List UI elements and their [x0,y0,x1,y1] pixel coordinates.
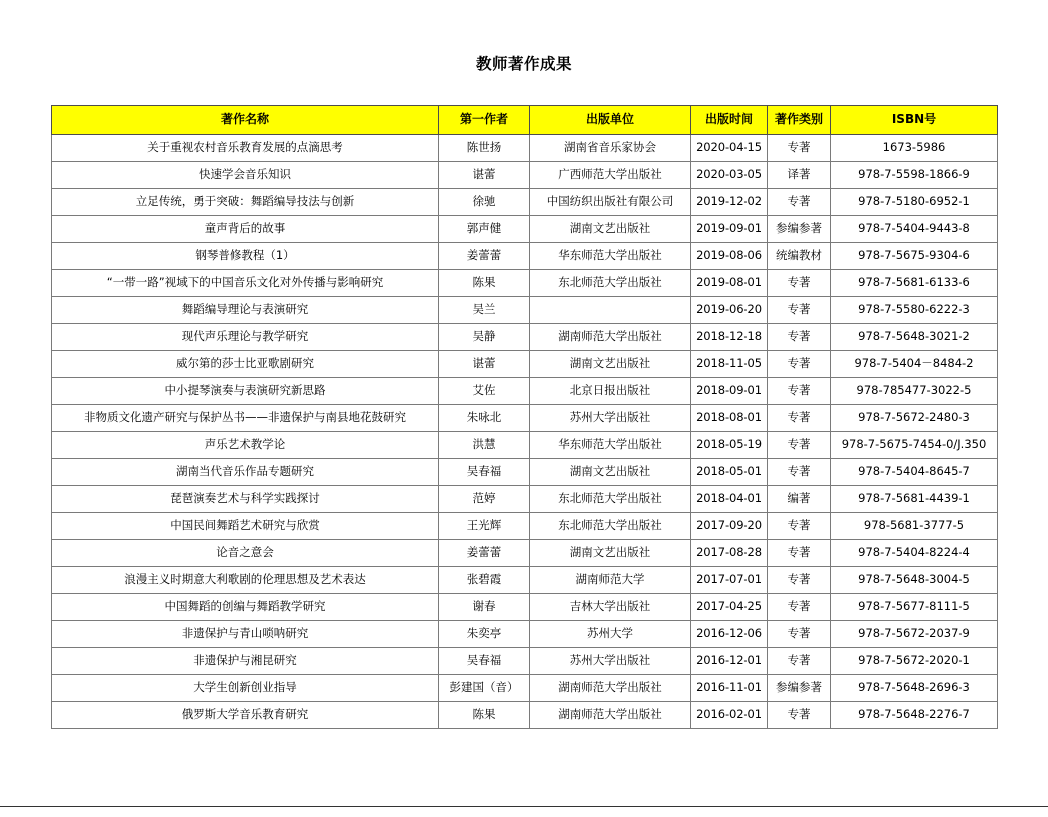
cell-title: 立足传统，勇于突破：舞蹈编导技法与创新 [52,189,439,216]
cell-title: “一带一路”视域下的中国音乐文化对外传播与影响研究 [52,270,439,297]
cell-publisher: 湖南文艺出版社 [530,351,691,378]
table-row [52,486,998,513]
table-row [52,324,998,351]
cell-publisher: 湖南文艺出版社 [530,459,691,486]
cell-publisher: 湖南师范大学出版社 [530,675,691,702]
cell-author: 王光辉 [439,513,530,540]
cell-title: 非遗保护与湘昆研究 [52,648,439,675]
cell-author: 范婷 [439,486,530,513]
cell-category: 专著 [768,432,831,459]
footer-divider [0,806,1048,807]
cell-isbn: 978-7-5675-9304-6 [831,243,998,270]
cell-category: 专著 [768,297,831,324]
table-row [52,513,998,540]
cell-isbn: 978-7-5598-1866-9 [831,162,998,189]
cell-date: 2020-04-15 [691,135,768,162]
cell-category: 专著 [768,567,831,594]
cell-title: 大学生创新创业指导 [52,675,439,702]
cell-author: 郭声健 [439,216,530,243]
cell-isbn: 978-7-5180-6952-1 [831,189,998,216]
table-row [52,648,998,675]
column-header-date: 出版时间 [691,106,768,135]
cell-category: 译著 [768,162,831,189]
cell-category: 专著 [768,702,831,729]
cell-author: 陈果 [439,270,530,297]
cell-publisher: 北京日报出版社 [530,378,691,405]
column-header-publisher: 出版单位 [530,106,691,135]
cell-category: 专著 [768,621,831,648]
cell-category: 专著 [768,270,831,297]
cell-publisher: 吉林大学出版社 [530,594,691,621]
cell-date: 2017-07-01 [691,567,768,594]
cell-category: 编著 [768,486,831,513]
column-header-category: 著作类别 [768,106,831,135]
table-row [52,135,998,162]
table-row [52,702,998,729]
table-row [52,270,998,297]
cell-title: 钢琴普修教程（1） [52,243,439,270]
cell-category: 专著 [768,378,831,405]
cell-date: 2020-03-05 [691,162,768,189]
cell-author: 陈果 [439,702,530,729]
cell-author: 姜蕾蕾 [439,540,530,567]
cell-author: 谌蕾 [439,351,530,378]
cell-title: 声乐艺术教学论 [52,432,439,459]
cell-isbn: 978-7-5404-8645-7 [831,459,998,486]
cell-title: 现代声乐理论与教学研究 [52,324,439,351]
cell-isbn: 978-5681-3777-5 [831,513,998,540]
column-header-isbn: ISBN号 [831,106,998,135]
cell-date: 2019-06-20 [691,297,768,324]
cell-isbn: 1673-5986 [831,135,998,162]
cell-date: 2017-09-20 [691,513,768,540]
table-body [52,135,998,729]
cell-category: 专著 [768,189,831,216]
cell-date: 2016-12-01 [691,648,768,675]
cell-date: 2018-09-01 [691,378,768,405]
cell-title: 湖南当代音乐作品专题研究 [52,459,439,486]
cell-title: 浪漫主义时期意大利歌剧的伦理思想及艺术表达 [52,567,439,594]
cell-category: 专著 [768,135,831,162]
table-header-row [52,106,998,135]
cell-publisher: 湖南师范大学出版社 [530,324,691,351]
cell-isbn: 978-785477-3022-5 [831,378,998,405]
cell-publisher: 中国纺织出版社有限公司 [530,189,691,216]
cell-title: 琵琶演奏艺术与科学实践探讨 [52,486,439,513]
achievements-table-wrapper [51,105,991,729]
cell-title: 俄罗斯大学音乐教育研究 [52,702,439,729]
cell-publisher: 东北师范大学出版社 [530,270,691,297]
cell-publisher: 湖南师范大学出版社 [530,702,691,729]
cell-author: 艾佐 [439,378,530,405]
achievements-table [51,105,998,729]
cell-publisher: 广西师范大学出版社 [530,162,691,189]
cell-publisher [530,297,691,324]
cell-date: 2018-05-01 [691,459,768,486]
cell-isbn: 978-7-5672-2480-3 [831,405,998,432]
cell-publisher: 东北师范大学出版社 [530,513,691,540]
table-row [52,297,998,324]
cell-title: 中国舞蹈的创编与舞蹈教学研究 [52,594,439,621]
cell-publisher: 苏州大学 [530,621,691,648]
cell-isbn: 978-7-5648-3021-2 [831,324,998,351]
cell-category: 专著 [768,513,831,540]
cell-author: 朱奕亭 [439,621,530,648]
cell-publisher: 湖南省音乐家协会 [530,135,691,162]
cell-author: 谢春 [439,594,530,621]
cell-author: 徐驰 [439,189,530,216]
cell-title: 舞蹈编导理论与表演研究 [52,297,439,324]
cell-date: 2018-04-01 [691,486,768,513]
cell-category: 专著 [768,405,831,432]
table-row [52,459,998,486]
cell-category: 统编教材 [768,243,831,270]
cell-author: 吴兰 [439,297,530,324]
cell-isbn: 978-7-5580-6222-3 [831,297,998,324]
cell-date: 2016-02-01 [691,702,768,729]
cell-title: 童声背后的故事 [52,216,439,243]
cell-isbn: 978-7-5404-8224-4 [831,540,998,567]
cell-author: 朱咏北 [439,405,530,432]
cell-author: 谌蕾 [439,162,530,189]
cell-title: 关于重视农村音乐教育发展的点滴思考 [52,135,439,162]
cell-author: 吴春福 [439,648,530,675]
cell-category: 专著 [768,594,831,621]
table-row [52,189,998,216]
cell-date: 2019-12-02 [691,189,768,216]
column-header-author: 第一作者 [439,106,530,135]
cell-category: 专著 [768,648,831,675]
table-row [52,675,998,702]
table-row [52,621,998,648]
cell-isbn: 978-7-5677-8111-5 [831,594,998,621]
cell-category: 专著 [768,324,831,351]
cell-isbn: 978-7-5648-3004-5 [831,567,998,594]
table-row [52,405,998,432]
cell-date: 2019-08-01 [691,270,768,297]
cell-publisher: 华东师范大学出版社 [530,432,691,459]
cell-author: 洪慧 [439,432,530,459]
cell-category: 专著 [768,459,831,486]
cell-publisher: 苏州大学出版社 [530,405,691,432]
table-row [52,432,998,459]
cell-isbn: 978-7-5681-6133-6 [831,270,998,297]
cell-title: 威尔第的莎士比亚歌剧研究 [52,351,439,378]
table-row [52,216,998,243]
table-row [52,351,998,378]
cell-publisher: 湖南师范大学 [530,567,691,594]
cell-isbn: 978-7-5404-9443-8 [831,216,998,243]
cell-publisher: 湖南文艺出版社 [530,216,691,243]
cell-author: 吴静 [439,324,530,351]
cell-title: 快速学会音乐知识 [52,162,439,189]
cell-date: 2019-08-06 [691,243,768,270]
cell-category: 专著 [768,351,831,378]
cell-publisher: 湖南文艺出版社 [530,540,691,567]
page-title: 教师著作成果 [475,55,572,73]
table-row [52,378,998,405]
cell-author: 张碧霞 [439,567,530,594]
cell-isbn: 978-7-5404－8484-2 [831,351,998,378]
cell-date: 2018-08-01 [691,405,768,432]
table-row [52,243,998,270]
cell-isbn: 978-7-5648-2276-7 [831,702,998,729]
cell-author: 彭建国（音） [439,675,530,702]
cell-title: 非遗保护与青山唢呐研究 [52,621,439,648]
cell-isbn: 978-7-5672-2020-1 [831,648,998,675]
cell-title: 中国民间舞蹈艺术研究与欣赏 [52,513,439,540]
cell-publisher: 东北师范大学出版社 [530,486,691,513]
cell-title: 中小提琴演奏与表演研究新思路 [52,378,439,405]
cell-title: 非物质文化遗产研究与保护丛书——非遗保护与南县地花鼓研究 [52,405,439,432]
cell-date: 2017-08-28 [691,540,768,567]
table-row [52,594,998,621]
cell-author: 吴春福 [439,459,530,486]
cell-publisher: 苏州大学出版社 [530,648,691,675]
cell-title: 论音之意会 [52,540,439,567]
column-header-title: 著作名称 [52,106,439,135]
cell-date: 2019-09-01 [691,216,768,243]
cell-author: 陈世扬 [439,135,530,162]
cell-date: 2018-11-05 [691,351,768,378]
cell-date: 2017-04-25 [691,594,768,621]
cell-isbn: 978-7-5648-2696-3 [831,675,998,702]
cell-category: 专著 [768,540,831,567]
cell-date: 2016-12-06 [691,621,768,648]
cell-date: 2018-05-19 [691,432,768,459]
cell-author: 姜蕾蕾 [439,243,530,270]
cell-category: 参编参著 [768,216,831,243]
cell-date: 2018-12-18 [691,324,768,351]
cell-publisher: 华东师范大学出版社 [530,243,691,270]
cell-category: 参编参著 [768,675,831,702]
cell-isbn: 978-7-5672-2037-9 [831,621,998,648]
table-row [52,540,998,567]
table-row [52,162,998,189]
table-row [52,567,998,594]
cell-date: 2016-11-01 [691,675,768,702]
cell-isbn: 978-7-5675-7454-0/J.350 [831,432,998,459]
cell-isbn: 978-7-5681-4439-1 [831,486,998,513]
table-header [52,106,998,135]
